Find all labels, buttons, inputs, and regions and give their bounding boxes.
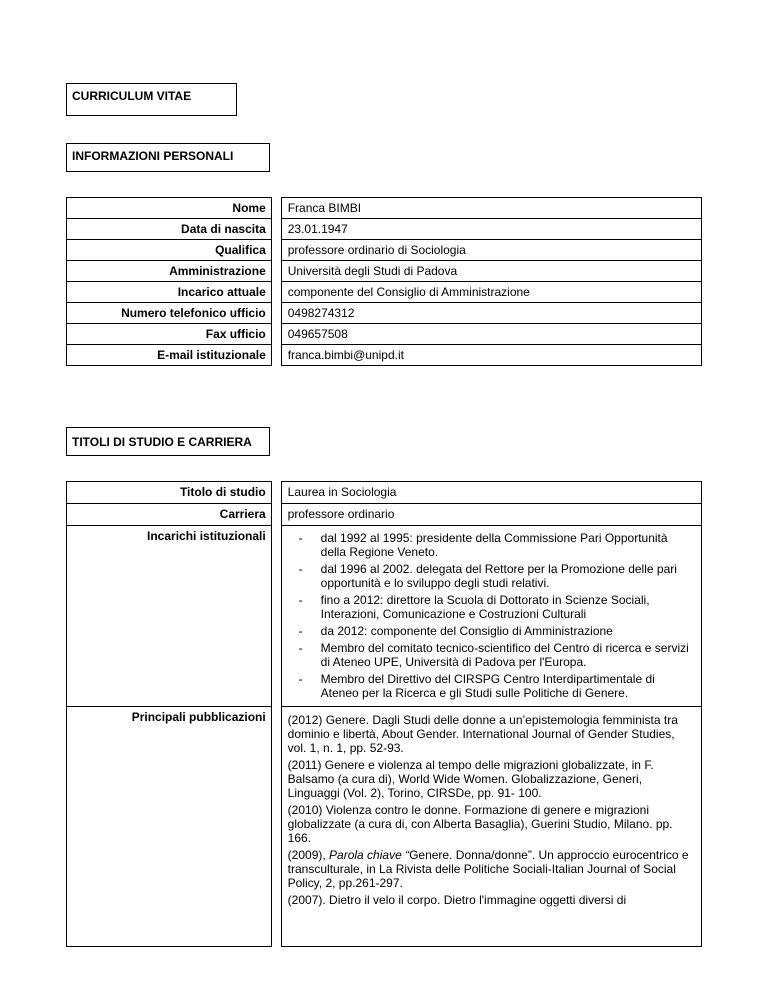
row-label: Qualifica	[67, 240, 272, 261]
publication-text: (2011) Genere e violenza al tempo delle migrazioni globalizzate, in F. Balsamo (a cura di), World Wide Women. Globalizzazione, Generi, Linguaggi (Vol. 2), Torino, CIRSDe, pp. 91- 100.	[287, 758, 654, 800]
row-label: Carriera	[67, 504, 272, 526]
row-value: Università degli Studi di Padova	[281, 261, 701, 282]
row-value: Laurea in Sociologia	[281, 482, 701, 504]
publication-item	[288, 803, 695, 845]
row-label: Titolo di studio	[67, 482, 272, 504]
row-label: Numero telefonico ufficio	[67, 303, 272, 324]
row-label: Principali pubblicazioni	[67, 707, 272, 947]
row-label: Incarico attuale	[67, 282, 272, 303]
publication-text: ) Genere. Dagli Studi delle donne a un’epistemologia femminista tra dominio e libertà, About Gender. International Journal of Gender Studies, vol. 1, n. 1, pp. 52-93.	[287, 713, 678, 755]
table-row	[67, 303, 702, 324]
row-value: Franca BIMBI	[281, 198, 701, 219]
row-value: professore ordinario	[281, 504, 701, 526]
row-label: Data di nascita	[67, 219, 272, 240]
table-row	[67, 345, 702, 366]
table-row	[67, 240, 702, 261]
publication-item	[288, 848, 695, 890]
row-label: Nome	[67, 198, 272, 219]
row-value: 049657508	[281, 324, 701, 345]
row-label: Fax ufficio	[67, 324, 272, 345]
personal-info-body	[67, 198, 702, 366]
cv-title: CURRICULUM VITAE	[72, 89, 192, 103]
section-career-title: TITOLI DI STUDIO E CARRIERA	[72, 435, 252, 449]
row-label: Incarichi istituzionali	[67, 526, 272, 707]
career-table	[66, 481, 702, 947]
table-row	[67, 482, 702, 504]
table-row	[67, 707, 702, 947]
list-item: - fino a 2012: direttore la Scuola di Dottorato in Scienze Sociali, Interazioni, Comunicazione e Costruzioni Culturali	[288, 593, 695, 621]
table-row	[67, 261, 702, 282]
table-row	[67, 324, 702, 345]
row-value: 0498274312	[281, 303, 701, 324]
publication-text: (2010) Violenza contro le donne. Formazione di genere e migrazioni globalizzate (a cura di, con Alberta Basaglia), Guerini Studio, Milano. pp. 166.	[287, 803, 673, 845]
publication-item	[288, 893, 695, 907]
list-item: - Membro del comitato tecnico-scientifico del Centro di ricerca e servizi di Ateneo UPE, Università di Padova per l'Europa.	[288, 641, 695, 669]
row-value[interactable]: franca.bimbi@unipd.it	[281, 345, 701, 366]
table-row	[67, 282, 702, 303]
publication-italic: Parola chiave “	[329, 848, 410, 862]
incarichi-list	[288, 531, 695, 700]
publication-text: (2007). Dietro il velo il corpo. Dietro l'immagine oggetti diversi di	[287, 893, 627, 907]
list-item: - dal 1996 al 2002. delegata del Rettore per la Promozione delle pari opportunità e lo sviluppo degli studi relativi.	[288, 562, 695, 590]
row-value: professore ordinario di Sociologia	[281, 240, 701, 261]
incarichi-cell	[281, 526, 701, 707]
row-value: 23.01.1947	[281, 219, 701, 240]
section-personal-title: INFORMAZIONI PERSONALI	[72, 149, 234, 163]
publication-item	[288, 713, 695, 755]
personal-info-table	[66, 197, 702, 366]
row-value: componente del Consiglio di Amministrazione	[281, 282, 701, 303]
table-row	[67, 504, 702, 526]
row-label: E-mail istituzionale	[67, 345, 272, 366]
cv-title-box	[66, 83, 237, 116]
table-row	[67, 526, 702, 707]
section-personal-box	[66, 143, 270, 172]
list-item: - Membro del Direttivo del CIRSPG Centro Interdipartimentale di Ateneo per la Ricerca e gli Studi sulle Politiche di Genere.	[288, 672, 695, 700]
row-label: Amministrazione	[67, 261, 272, 282]
section-career-box	[66, 427, 270, 456]
table-row	[67, 198, 702, 219]
publication-text: (2012	[287, 713, 319, 727]
pubblicazioni-cell	[281, 707, 701, 947]
publication-item	[288, 758, 695, 800]
list-item: - dal 1992 al 1995: presidente della Commissione Pari Opportunità della Regione Veneto.	[288, 531, 695, 559]
publication-text: (2009),	[287, 848, 330, 862]
list-item: - da 2012: componente del Consiglio di Amministrazione	[288, 624, 695, 638]
table-row	[67, 219, 702, 240]
publication-text: Genere. Donna/donne”. Un approccio eurocentrico e transculturale, in La Rivista delle Politiche Sociali-Italian Journal of Social Policy, 2, pp.261-297.	[287, 848, 689, 890]
